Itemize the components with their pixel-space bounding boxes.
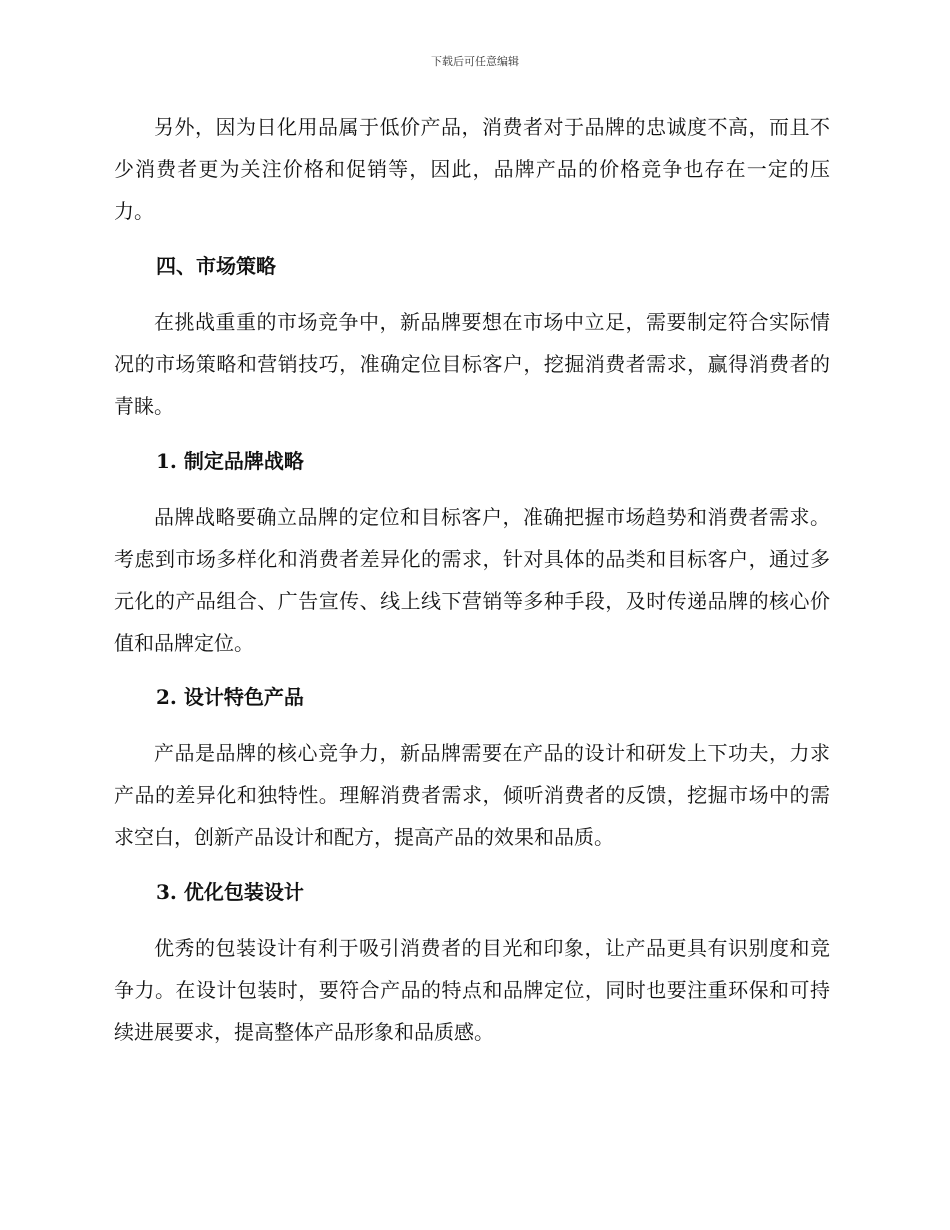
paragraph-market-strategy-intro: 在挑战重重的市场竞争中，新品牌要想在市场中立足，需要制定符合实际情况的市场策略和营销技巧，准确定位目标客户，挖掘消费者需求，赢得消费者的青睐。 [114, 310, 830, 418]
paragraph-price-pressure: 另外，因为日化用品属于低价产品，消费者对于品牌的忠诚度不高，而且不少消费者更为关注价格和促销等，因此，品牌产品的价格竞争也存在一定的压力。 [114, 115, 830, 223]
subheading-packaging-design: 3. 优化包装设计 [156, 880, 304, 904]
subheading-brand-strategy: 1. 制定品牌战略 [156, 449, 304, 473]
paragraph-brand-strategy: 品牌战略要确立品牌的定位和目标客户，准确把握市场趋势和消费者需求。考虑到市场多样化和消费者差异化的需求，针对具体的品类和目标客户，通过多元化的产品组合、广告宣传、线上线下营销等多种手段，及时传递品牌的核心价值和品牌定位。 [114, 505, 830, 655]
section-heading-market-strategy: 四、市场策略 [156, 254, 276, 278]
page-header: 下载后可任意编辑 [431, 55, 519, 68]
paragraph-feature-products: 产品是品牌的核心竞争力，新品牌需要在产品的设计和研发上下功夫，力求产品的差异化和独特性。理解消费者需求，倾听消费者的反馈，挖掘市场中的需求空白，创新产品设计和配方，提高产品的效果和品质。 [114, 741, 830, 849]
paragraph-packaging-design: 优秀的包装设计有利于吸引消费者的目光和印象，让产品更具有识别度和竞争力。在设计包装时，要符合产品的特点和品牌定位，同时也要注重环保和可持续进展要求，提高整体产品形象和品质感。 [114, 936, 830, 1044]
subheading-feature-products: 2. 设计特色产品 [156, 685, 304, 709]
